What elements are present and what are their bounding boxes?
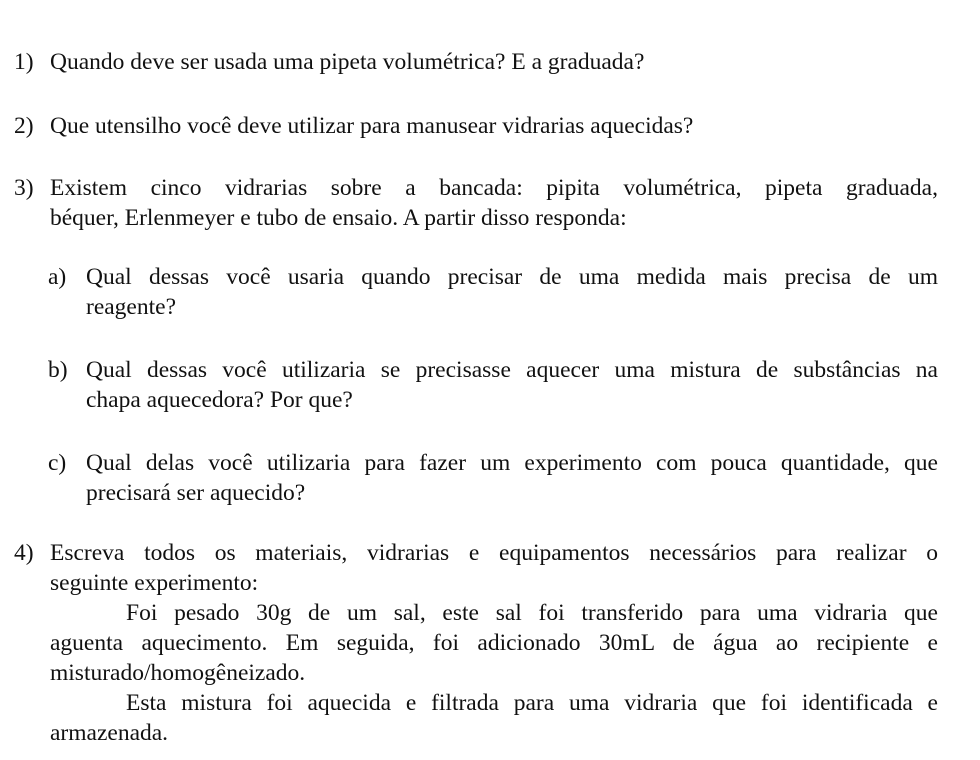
question-text-line: seguinte experimento: bbox=[50, 570, 259, 596]
experiment-paragraph-1 bbox=[50, 598, 938, 688]
subquestion-text-line: precisará ser aquecido? bbox=[86, 480, 306, 506]
subquestion-c bbox=[48, 448, 938, 508]
paragraph-line: Foi pesado 30g de um sal, este sal foi transferido para uma vidraria que bbox=[126, 600, 938, 626]
subquestion-b bbox=[48, 355, 938, 415]
subquestion-a bbox=[48, 262, 938, 322]
question-3 bbox=[14, 173, 938, 233]
question-number: 1) bbox=[14, 49, 34, 75]
paragraph-line: misturado/homogêneizado. bbox=[50, 660, 306, 686]
subquestion-letter: c) bbox=[48, 450, 67, 476]
question-number: 2) bbox=[14, 113, 34, 139]
subquestion-text-line: reagente? bbox=[86, 294, 177, 320]
subquestion-text-line: Qual dessas você usaria quando precisar de uma medida mais precisa de um bbox=[86, 264, 938, 290]
subquestion-letter: a) bbox=[48, 264, 67, 290]
question-number: 4) bbox=[14, 540, 34, 566]
paragraph-line: Esta mistura foi aquecida e filtrada para uma vidraria que foi identificada e bbox=[126, 690, 938, 716]
question-text-line: Escreva todos os materiais, vidrarias e equipamentos necessários para realizar o bbox=[50, 540, 938, 566]
paragraph-line: armazenada. bbox=[50, 720, 169, 746]
question-number: 3) bbox=[14, 175, 34, 201]
subquestion-text-line: Qual dessas você utilizaria se precisasse aquecer uma mistura de substâncias na bbox=[86, 357, 938, 383]
subquestion-text-line: chapa aquecedora? Por que? bbox=[86, 387, 353, 413]
question-text: Que utensilho você deve utilizar para manusear vidrarias aquecidas? bbox=[50, 113, 694, 139]
question-2 bbox=[14, 111, 938, 141]
subquestion-letter: b) bbox=[48, 357, 68, 383]
question-4 bbox=[14, 538, 938, 598]
question-text-line: béquer, Erlenmeyer e tubo de ensaio. A partir disso responda: bbox=[50, 205, 627, 231]
experiment-paragraph-2 bbox=[50, 688, 938, 748]
question-text-line: Existem cinco vidrarias sobre a bancada: pipita volumétrica, pipeta graduada, bbox=[50, 175, 938, 201]
paragraph-line: aguenta aquecimento. Em seguida, foi adicionado 30mL de água ao recipiente e bbox=[50, 630, 938, 656]
question-text: Quando deve ser usada uma pipeta volumétrica? E a graduada? bbox=[50, 49, 645, 75]
question-1 bbox=[14, 47, 938, 77]
subquestion-text-line: Qual delas você utilizaria para fazer um experimento com pouca quantidade, que bbox=[86, 450, 938, 476]
